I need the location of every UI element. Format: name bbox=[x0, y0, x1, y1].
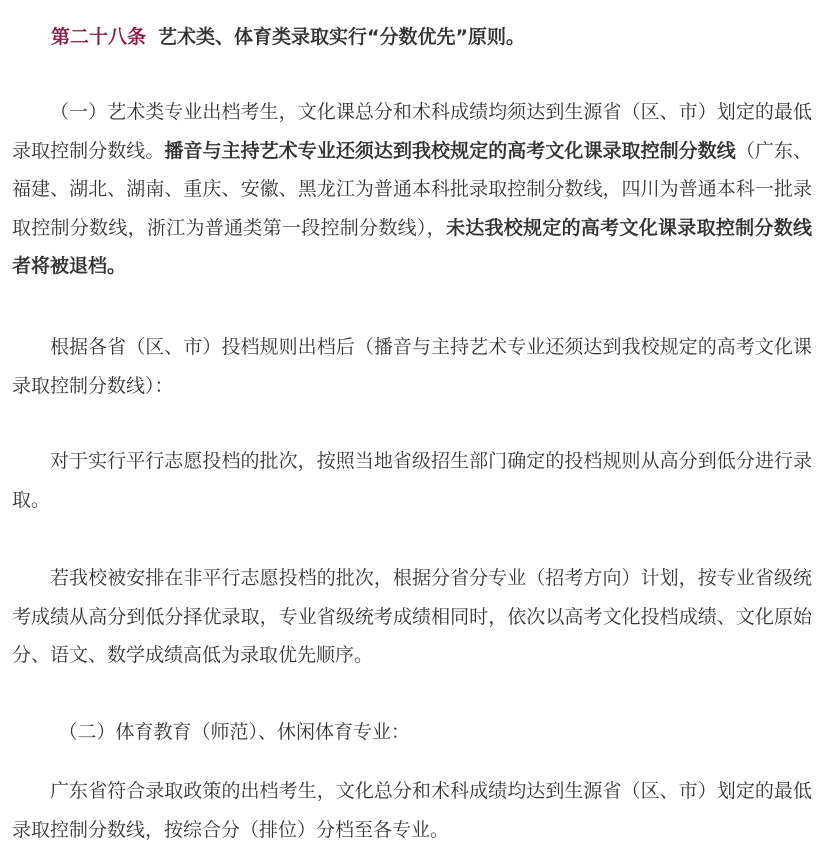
article-heading bbox=[51, 22, 525, 52]
bold-requirement-broadcasting: 播音与主持艺术专业还须达到我校规定的高考文化课录取控制分数线 bbox=[164, 139, 736, 162]
article-title-text: 艺术类、体育类录取实行“分数优先”原则。 bbox=[158, 26, 525, 48]
paragraph-text: （广东、福建、湖北、湖南、重庆、安徽、黑龙江为普通本科批录取控制分数线，四川为普通本科一批录取控制分数线，浙江为普通类第一段控制分数线）， bbox=[12, 139, 812, 239]
paragraph-sports-heading: （二）体育教育（师范）、休闲体育专业： bbox=[58, 721, 411, 743]
paragraph-non-parallel-volunteer: 若我校被安排在非平行志愿投档的批次，根据分省分专业（招考方向）计划，按专业省级统考成绩从高分到低分择优录取，专业省级统考成绩相同时，依次以高考文化投档成绩、文化原始分、语文、数学成绩高低为录取优先顺序。 bbox=[12, 567, 812, 666]
bold-rejection-notice: 未达我校规定的高考文化课录取控制分数线者将被退档。 bbox=[12, 216, 812, 277]
paragraph-text: （一）艺术类专业出档考生，文化课总分和术科成绩均须达到生源省（区、市）划定的最低录取控制分数线。 bbox=[12, 101, 812, 162]
paragraph-art-admission bbox=[12, 93, 812, 286]
paragraph-guangdong-sports: 广东省符合录取政策的出档考生，文化总分和术科成绩均达到生源省（区、市）划定的最低录取控制分数线，按综合分（排位）分档至各专业。 bbox=[12, 780, 812, 841]
paragraph-parallel-volunteer: 对于实行平行志愿投档的批次，按照当地省级招生部门确定的投档规则从高分到低分进行录取。 bbox=[12, 450, 812, 511]
paragraph-filing-rules: 根据各省（区、市）投档规则出档后（播音与主持艺术专业还须达到我校规定的高考文化课录取控制分数线）： bbox=[12, 336, 812, 397]
article-number: 第二十八条 bbox=[51, 26, 147, 48]
